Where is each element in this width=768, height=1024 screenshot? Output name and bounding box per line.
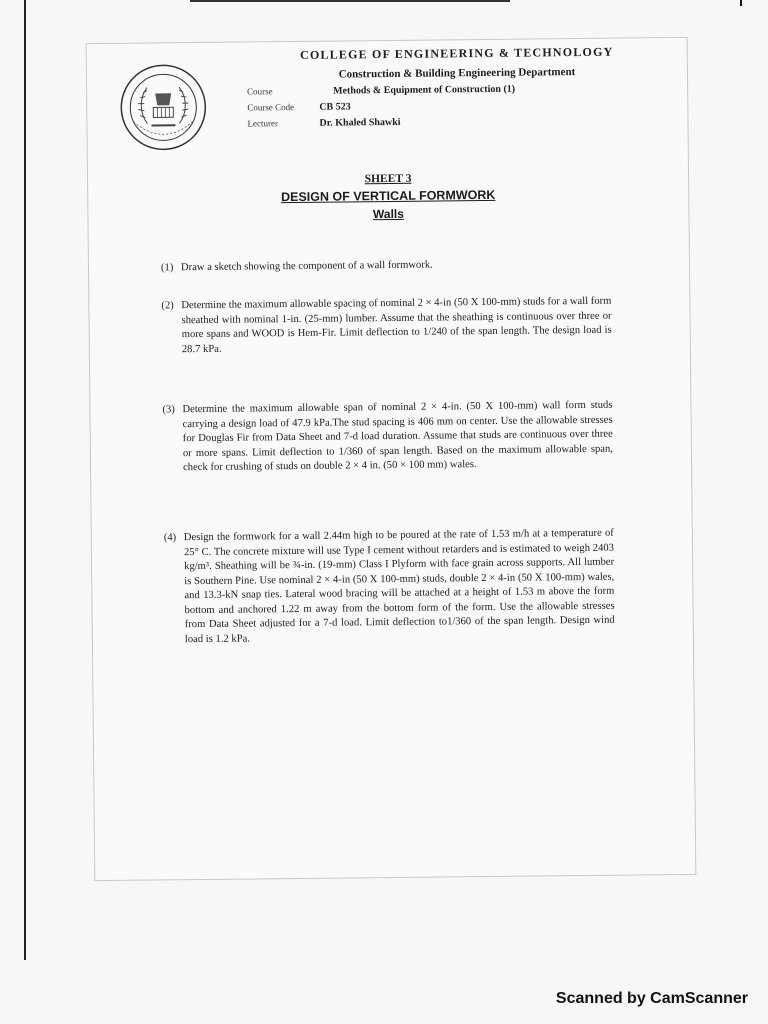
- lecturer-label: Lecturer: [247, 118, 279, 129]
- course-code-value: CB 523: [319, 101, 351, 113]
- question-4: [164, 527, 615, 648]
- document-header: [247, 44, 668, 129]
- scan-edge-top: [190, 0, 510, 2]
- course-code-label: Course Code: [247, 101, 295, 113]
- sheet-title: DESIGN OF VERTICAL FORMWORK: [280, 187, 496, 205]
- question-3: [162, 399, 613, 476]
- question-number: (2): [161, 300, 174, 312]
- sheet-number: SHEET 3: [364, 172, 412, 186]
- sheet-titles: [88, 170, 688, 224]
- question-text: Draw a sketch showing the component of a wall formwork.: [180, 259, 433, 274]
- lecturer-row: [247, 114, 667, 129]
- department-name: Construction & Building Engineering Department: [338, 66, 576, 81]
- college-seal-icon: [117, 61, 210, 154]
- question-number: (3): [162, 404, 175, 416]
- question-2: [161, 295, 612, 358]
- document-page: [86, 37, 697, 881]
- college-name: COLLEGE OF ENGINEERING & TECHNOLOGY: [299, 44, 614, 62]
- question-number: (1): [160, 262, 174, 274]
- course-code-row: [247, 98, 667, 113]
- course-value: Methods & Equipment of Construction (1): [333, 83, 516, 97]
- scanner-watermark: Scanned by CamScanner: [555, 990, 748, 1007]
- course-label: Course: [247, 86, 273, 97]
- lecturer-value: Dr. Khaled Shawki: [319, 116, 401, 129]
- question-number: (4): [163, 532, 177, 544]
- course-row: [247, 82, 667, 97]
- question-text: Determine the maximum allowable spacing of nominal 2 × 4-in (50 X 100-mm) studs for a wall form sheathed with nominal 1-in. (25-mm) lumber. Assume that the sheathing is continuous over three or more spans and WOOD is Hem-Fir. Limit deflection to 1/240 of the span length. The design load is 28.7 kPa.: [181, 295, 612, 355]
- question-text: Design the formwork for a wall 2.44m high to be poured at the rate of 1.53 m/h at a temperature of 25° C. The concrete mixture will use Type I cement without retarders and is estimated to weigh 2403 kg/m³. Sheathing will be ¾-in. (19-mm) Class I Plyform with face grain across supports. All lumber is Southern Pine. Use nominal 2 × 4-in (50 X 100-mm) studs, double 2 × 4-in (50 X 100-mm) wales, and 13.3-kN snap ties. Lateral wood bracing will be attached at a height of 1.53 m above the form bottom and anchored 1.22 m away from the bottom form of the form. Use the allowable stresses from Data Sheet adjusted for a 7-d load. Limit deflection to1/360 of the span length. Design wind load is 1.2 kPa.: [183, 527, 615, 645]
- scan-edge-mark: [740, 0, 742, 6]
- question-1: [161, 257, 611, 276]
- scan-edge-left: [24, 0, 26, 960]
- sheet-subtitle: Walls: [372, 206, 404, 222]
- question-text: Determine the maximum allowable span of nominal 2 × 4-in. (50 X 100-mm) wall form studs carrying a design load of 47.9 kPa.The stud spacing is 406 mm on center. Use the allowable stresses for Douglas Fir from Data Sheet and 7-d load duration. Assume that studs are continuous over three or more spans. Limit deflection to 1/360 of span length. Based on the maximum allowable span, check for crushing of studs on double 2 × 4 in. (50 × 100 mm) wales.: [182, 399, 613, 474]
